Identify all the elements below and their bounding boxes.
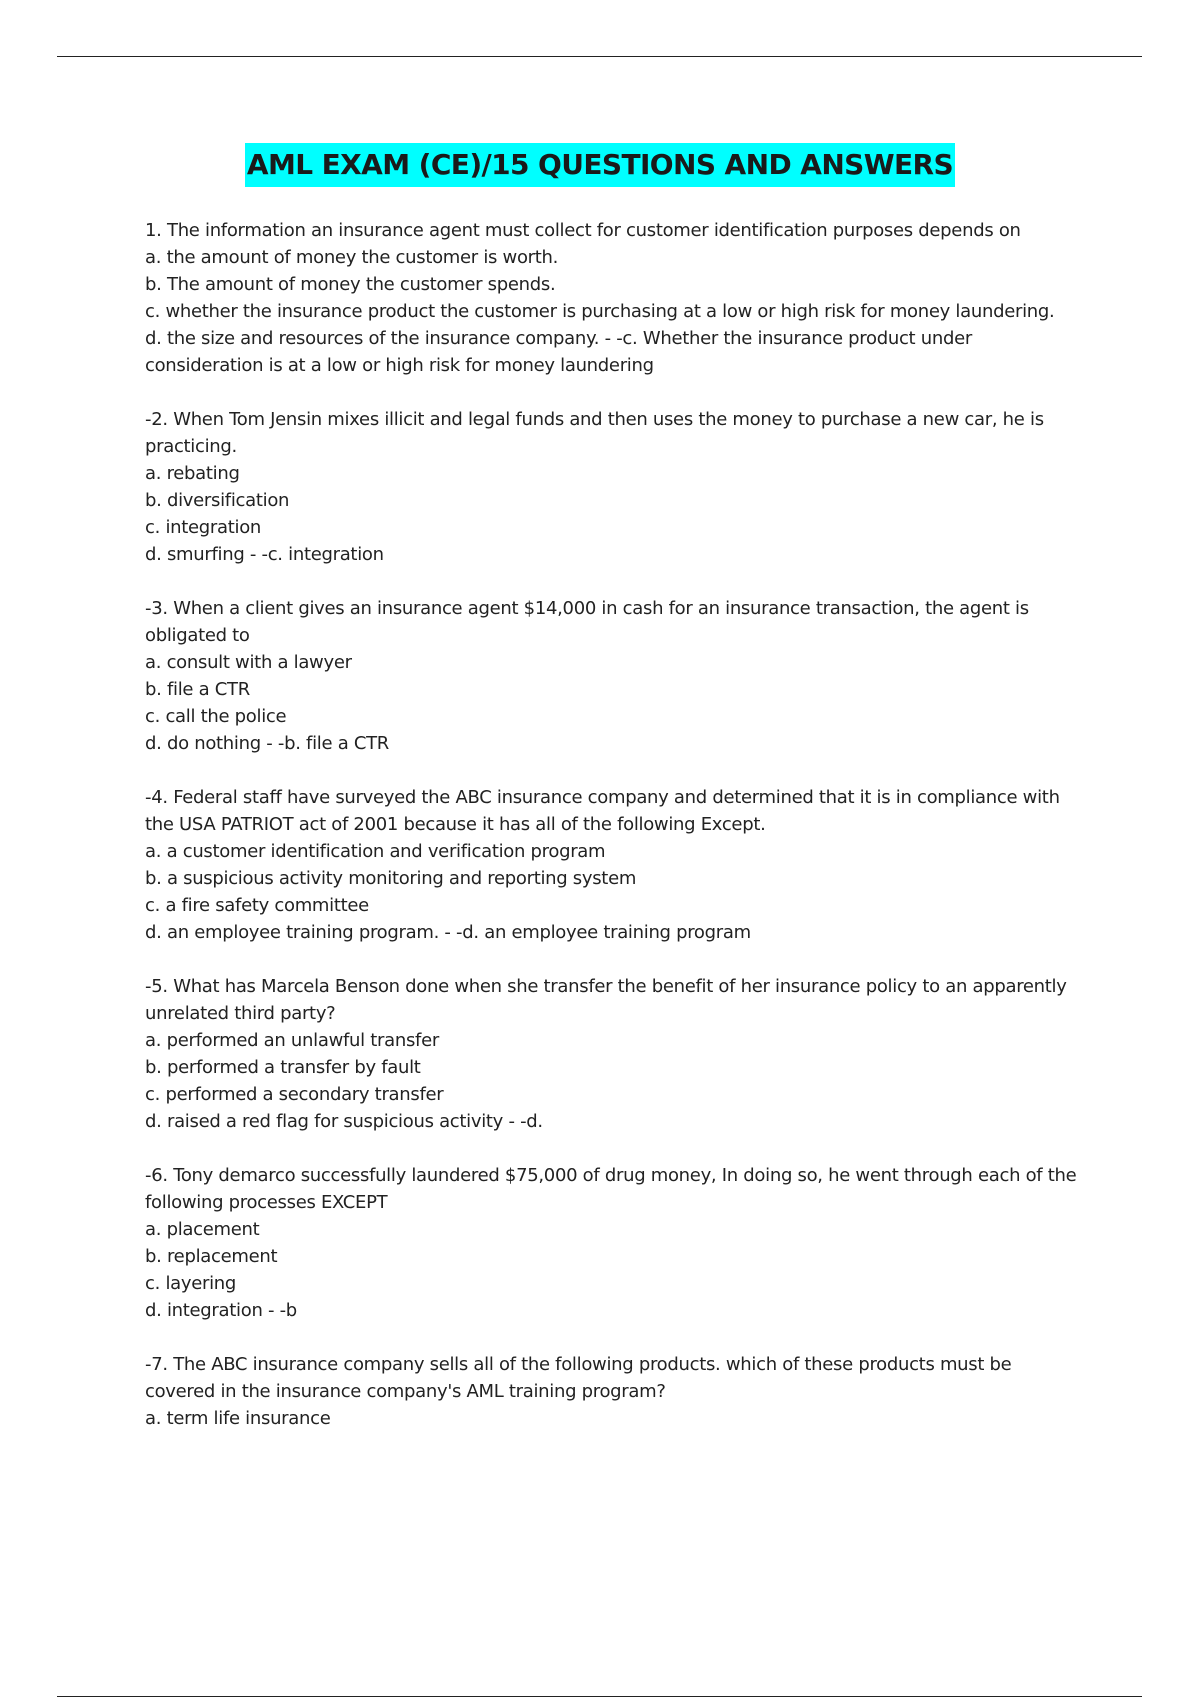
option-c: c. a fire safety committee [145, 895, 369, 916]
question-stem: -7. The ABC insurance company sells all of the following products. which of these products must be covered in the insurance company's AML training program? [145, 1354, 1012, 1402]
option-a: a. the amount of money the customer is worth. [145, 247, 559, 268]
option-b: b. replacement [145, 1246, 278, 1267]
option-c: c. layering [145, 1273, 237, 1294]
question-stem: -2. When Tom Jensin mixes illicit and legal funds and then uses the money to purchase a new car, he is practicing. [145, 409, 1044, 457]
bottom-rule [57, 1696, 1142, 1697]
option-b: b. performed a transfer by fault [145, 1057, 421, 1078]
question-5 [145, 973, 1085, 1135]
option-c: c. call the police [145, 706, 287, 727]
option-b: b. diversification [145, 490, 290, 511]
option-b: b. file a CTR [145, 679, 250, 700]
question-7 [145, 1351, 1085, 1432]
option-d-answer: d. smurfing - -c. integration [145, 544, 384, 565]
option-a: a. term life insurance [145, 1408, 331, 1429]
option-d-answer: d. integration - -b [145, 1300, 297, 1321]
page-title: AML EXAM (CE)/15 QUESTIONS AND ANSWERS [245, 143, 955, 187]
option-a: a. a customer identification and verification program [145, 841, 606, 862]
question-stem: -3. When a client gives an insurance agent $14,000 in cash for an insurance transaction, the agent is obligated to [145, 598, 1029, 646]
question-stem: -6. Tony demarco successfully laundered $75,000 of drug money, In doing so, he went through each of the following processes EXCEPT [145, 1165, 1077, 1213]
question-3 [145, 595, 1085, 757]
option-d-answer: d. an employee training program. - -d. an employee training program [145, 922, 751, 943]
question-1 [145, 217, 1085, 379]
title-container [0, 143, 1200, 187]
question-stem: -5. What has Marcela Benson done when she transfer the benefit of her insurance policy to an apparently unrelated third party? [145, 976, 1067, 1024]
option-b: b. a suspicious activity monitoring and reporting system [145, 868, 637, 889]
option-d-answer: d. do nothing - -b. file a CTR [145, 733, 390, 754]
questions-list [145, 217, 1085, 1459]
option-c: c. whether the insurance product the customer is purchasing at a low or high risk for money laundering. [145, 301, 1055, 322]
option-d-answer: d. the size and resources of the insurance company. - -c. Whether the insurance product under consideration is at a low or high risk for money laundering [145, 328, 972, 376]
option-a: a. rebating [145, 463, 240, 484]
top-rule [57, 56, 1142, 57]
option-a: a. consult with a lawyer [145, 652, 352, 673]
question-stem: 1. The information an insurance agent must collect for customer identification purposes depends on [145, 220, 1021, 241]
option-d-answer: d. raised a red flag for suspicious activity - -d. [145, 1111, 543, 1132]
option-a: a. performed an unlawful transfer [145, 1030, 439, 1051]
question-4 [145, 784, 1085, 946]
option-c: c. performed a secondary transfer [145, 1084, 444, 1105]
option-b: b. The amount of money the customer spends. [145, 274, 556, 295]
question-stem: -4. Federal staff have surveyed the ABC insurance company and determined that it is in compliance with the USA PATRIOT act of 2001 because it has all of the following Except. [145, 787, 1060, 835]
option-c: c. integration [145, 517, 262, 538]
question-2 [145, 406, 1085, 568]
option-a: a. placement [145, 1219, 260, 1240]
question-6 [145, 1162, 1085, 1324]
